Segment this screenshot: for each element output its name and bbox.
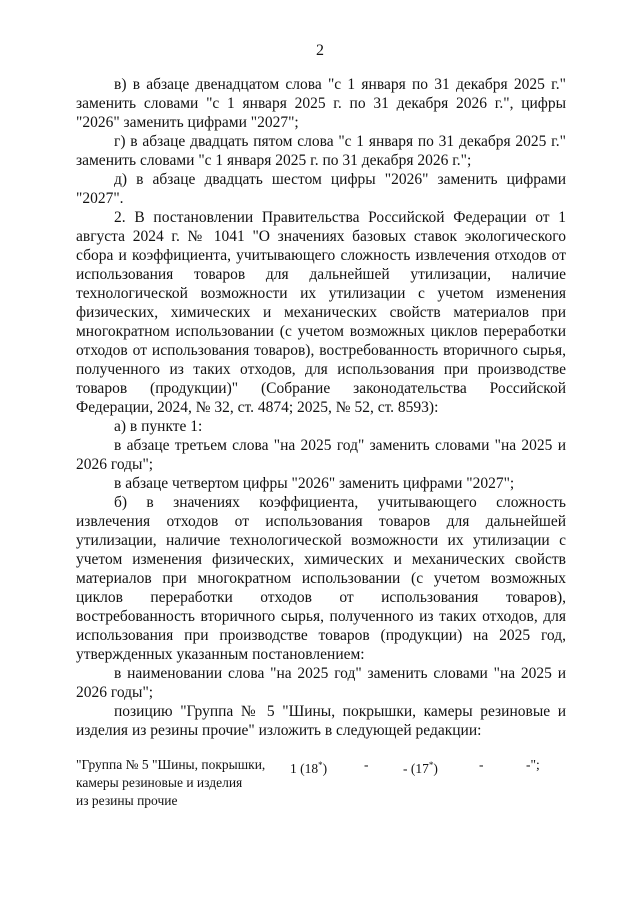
footnote-mark: *: [428, 760, 434, 770]
value-text: ): [433, 761, 438, 776]
table-cell-col3: [403, 756, 438, 778]
paragraph-g: г) в абзаце двадцать пятом слова "с 1 января по 31 декабря 2025 г." заменить словами "с 1 января 2025 г. по 31 декабря 2026 г.";: [76, 133, 566, 169]
value-text: 1 (18: [290, 761, 319, 776]
value-text: ): [322, 761, 328, 776]
table-cell-col4: -: [479, 757, 484, 772]
paragraph-v: в) в абзаце двенадцатом слова "с 1 января по 31 декабря 2025 г." заменить словами "с 1 января 2025 г. по 31 декабря 2026 г.", цифры "2026" заменить цифрами "2027";: [76, 76, 566, 131]
table-cell-col5: -";: [526, 757, 540, 772]
paragraph-d: д) в абзаце двадцать шестом цифры "2026" заменить цифрами "2027".: [76, 171, 566, 207]
table-cell-col2: -: [364, 757, 369, 772]
page-number: 2: [316, 42, 324, 59]
document-body: [76, 75, 566, 740]
table-row-group-5: [76, 756, 566, 816]
table-cell-name-line: из резины прочие: [76, 793, 178, 808]
paragraph-a: а) в пункте 1:: [114, 418, 203, 435]
footnote-mark: *: [318, 760, 323, 770]
table-cell-col1: [290, 756, 327, 778]
paragraph-b-position: позицию "Группа № 5 "Шины, покрышки, камеры резиновые и изделия из резины прочие" изложить в следующей редакции:: [76, 703, 566, 739]
paragraph-item-2: 2. В постановлении Правительства Российской Федерации от 1 августа 2024 г. № 1041 "О значениях базовых ставок экологического сбора и коэффициента, учитывающего сложность извлечения отходов от использования товаров для дальнейшей утилизации, наличие технологической возможности их утилизации с учетом изменения физических, химических и механических свойств материалов при многократном использовании (с учетом возможных циклов переработки отходов от использования товаров), востребованность вторичного сырья, полученного из таких отходов, для использования при производстве товаров (продукции)" (Собрание законодательства Российской Федерации, 2024, № 32, ст. 4874; 2025, № 52, ст. 8593):: [76, 209, 566, 416]
table-cell-name: [76, 756, 266, 810]
paragraph-a-third: в абзаце третьем слова "на 2025 год" заменить словами "на 2025 и 2026 годы";: [76, 437, 566, 473]
paragraph-a-fourth: в абзаце четвертом цифры "2026" заменить цифрами "2027";: [114, 475, 515, 492]
table-cell-name-line: "Группа № 5 "Шины, покрышки,: [76, 757, 266, 772]
value-text: - (17: [403, 761, 429, 776]
paragraph-b: б) в значениях коэффициента, учитывающего сложность извлечения отходов от использования товаров для дальнейшей утилизации, наличие технологической возможности их утилизации с учетом изменения физических, химических и механических свойств материалов при многократном использовании (с учетом возможных циклов переработки отходов от использования товаров), востребованность вторичного сырья, полученного из таких отходов, для использования при производстве товаров (продукции) на 2025 год, утвержденных указанным постановлением:: [76, 494, 566, 663]
paragraph-b-title: в наименовании слова "на 2025 год" заменить словами "на 2025 и 2026 годы";: [76, 665, 566, 701]
table-cell-name-line: камеры резиновые и изделия: [76, 775, 243, 790]
